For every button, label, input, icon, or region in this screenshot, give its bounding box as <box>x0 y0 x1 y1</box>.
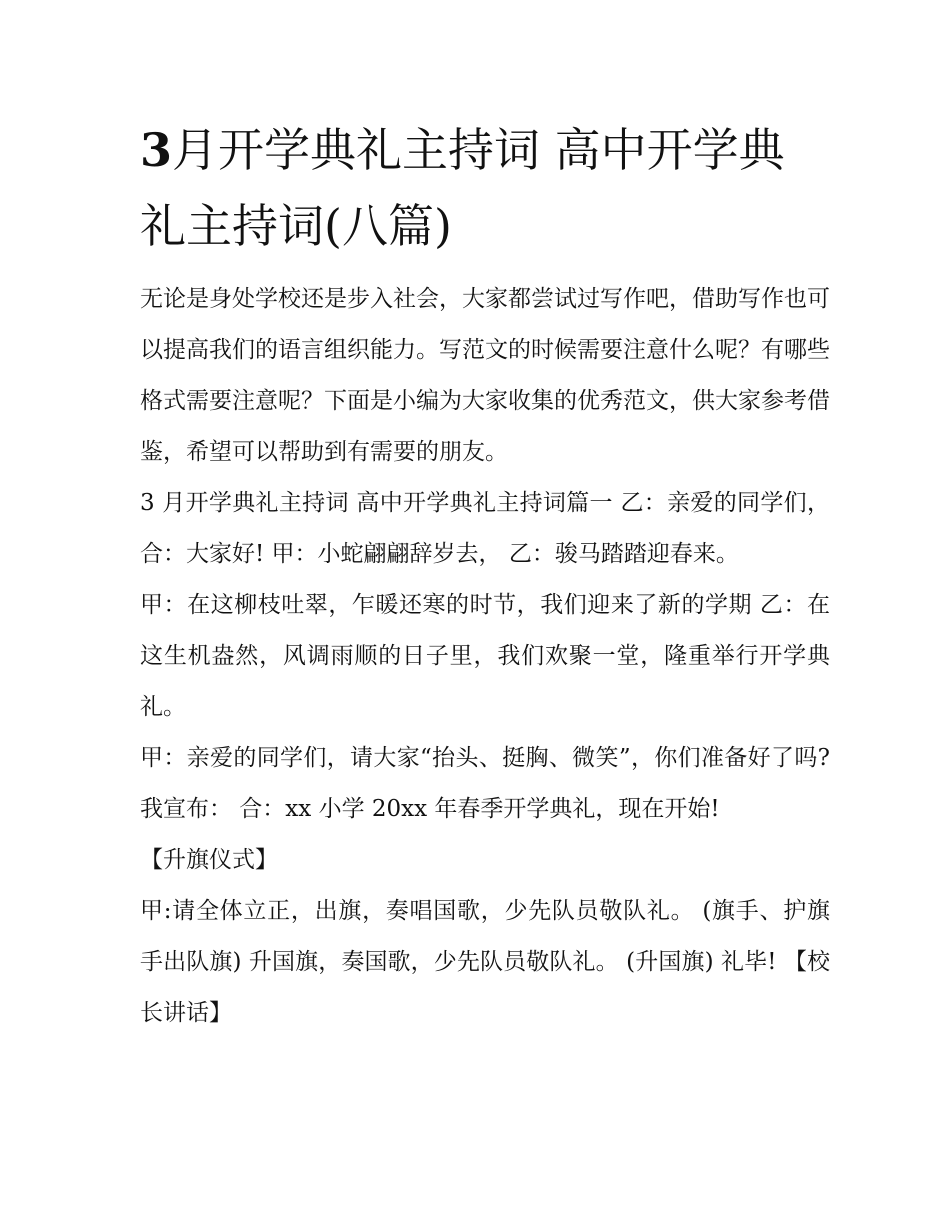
title-text: 月开学典礼主持词 高中开学典礼主持词(八篇) <box>140 123 785 253</box>
section-heading-flag-ceremony: 【升旗仪式】 <box>140 847 278 873</box>
document-title <box>140 112 830 264</box>
paragraph-flag-ceremony: 甲:请全体立正，出旗，奏唱国歌，少先队员敬队礼。 (旗手、护旗手出队旗) 升国旗，奏国歌，少先队员敬队礼。 (升国旗) 礼毕! 【校长讲话】 <box>140 898 830 1026</box>
paragraph-intro: 无论是身处学校还是步入社会，大家都尝试过写作吧，借助写作也可以提高我们的语言组织能力。写范文的时候需要注意什么呢？有哪些格式需要注意呢？下面是小编为大家收集的优秀范文，供大家参考借鉴，希望可以帮助到有需要的朋友。 <box>140 286 830 465</box>
paragraph-new-term: 甲：在这柳枝吐翠，乍暖还寒的时节，我们迎来了新的学期 乙：在这生机盎然，风调雨顺的日子里，我们欢聚一堂，隆重举行开学典礼。 <box>140 592 830 720</box>
title-number: 3 <box>140 123 173 177</box>
paragraph-announcement: 甲：亲爱的同学们，请大家“抬头、挺胸、微笑”，你们准备好了吗?我宣布： 合：xx 小学 20xx 年春季开学典礼，现在开始! <box>140 745 830 822</box>
document-body <box>140 112 830 1039</box>
paragraph-opening: 3 月开学典礼主持词 高中开学典礼主持词篇一 乙：亲爱的同学们， 合：大家好! 甲：小蛇翩翩辞岁去， 乙：骏马踏踏迎春来。 <box>140 490 830 567</box>
